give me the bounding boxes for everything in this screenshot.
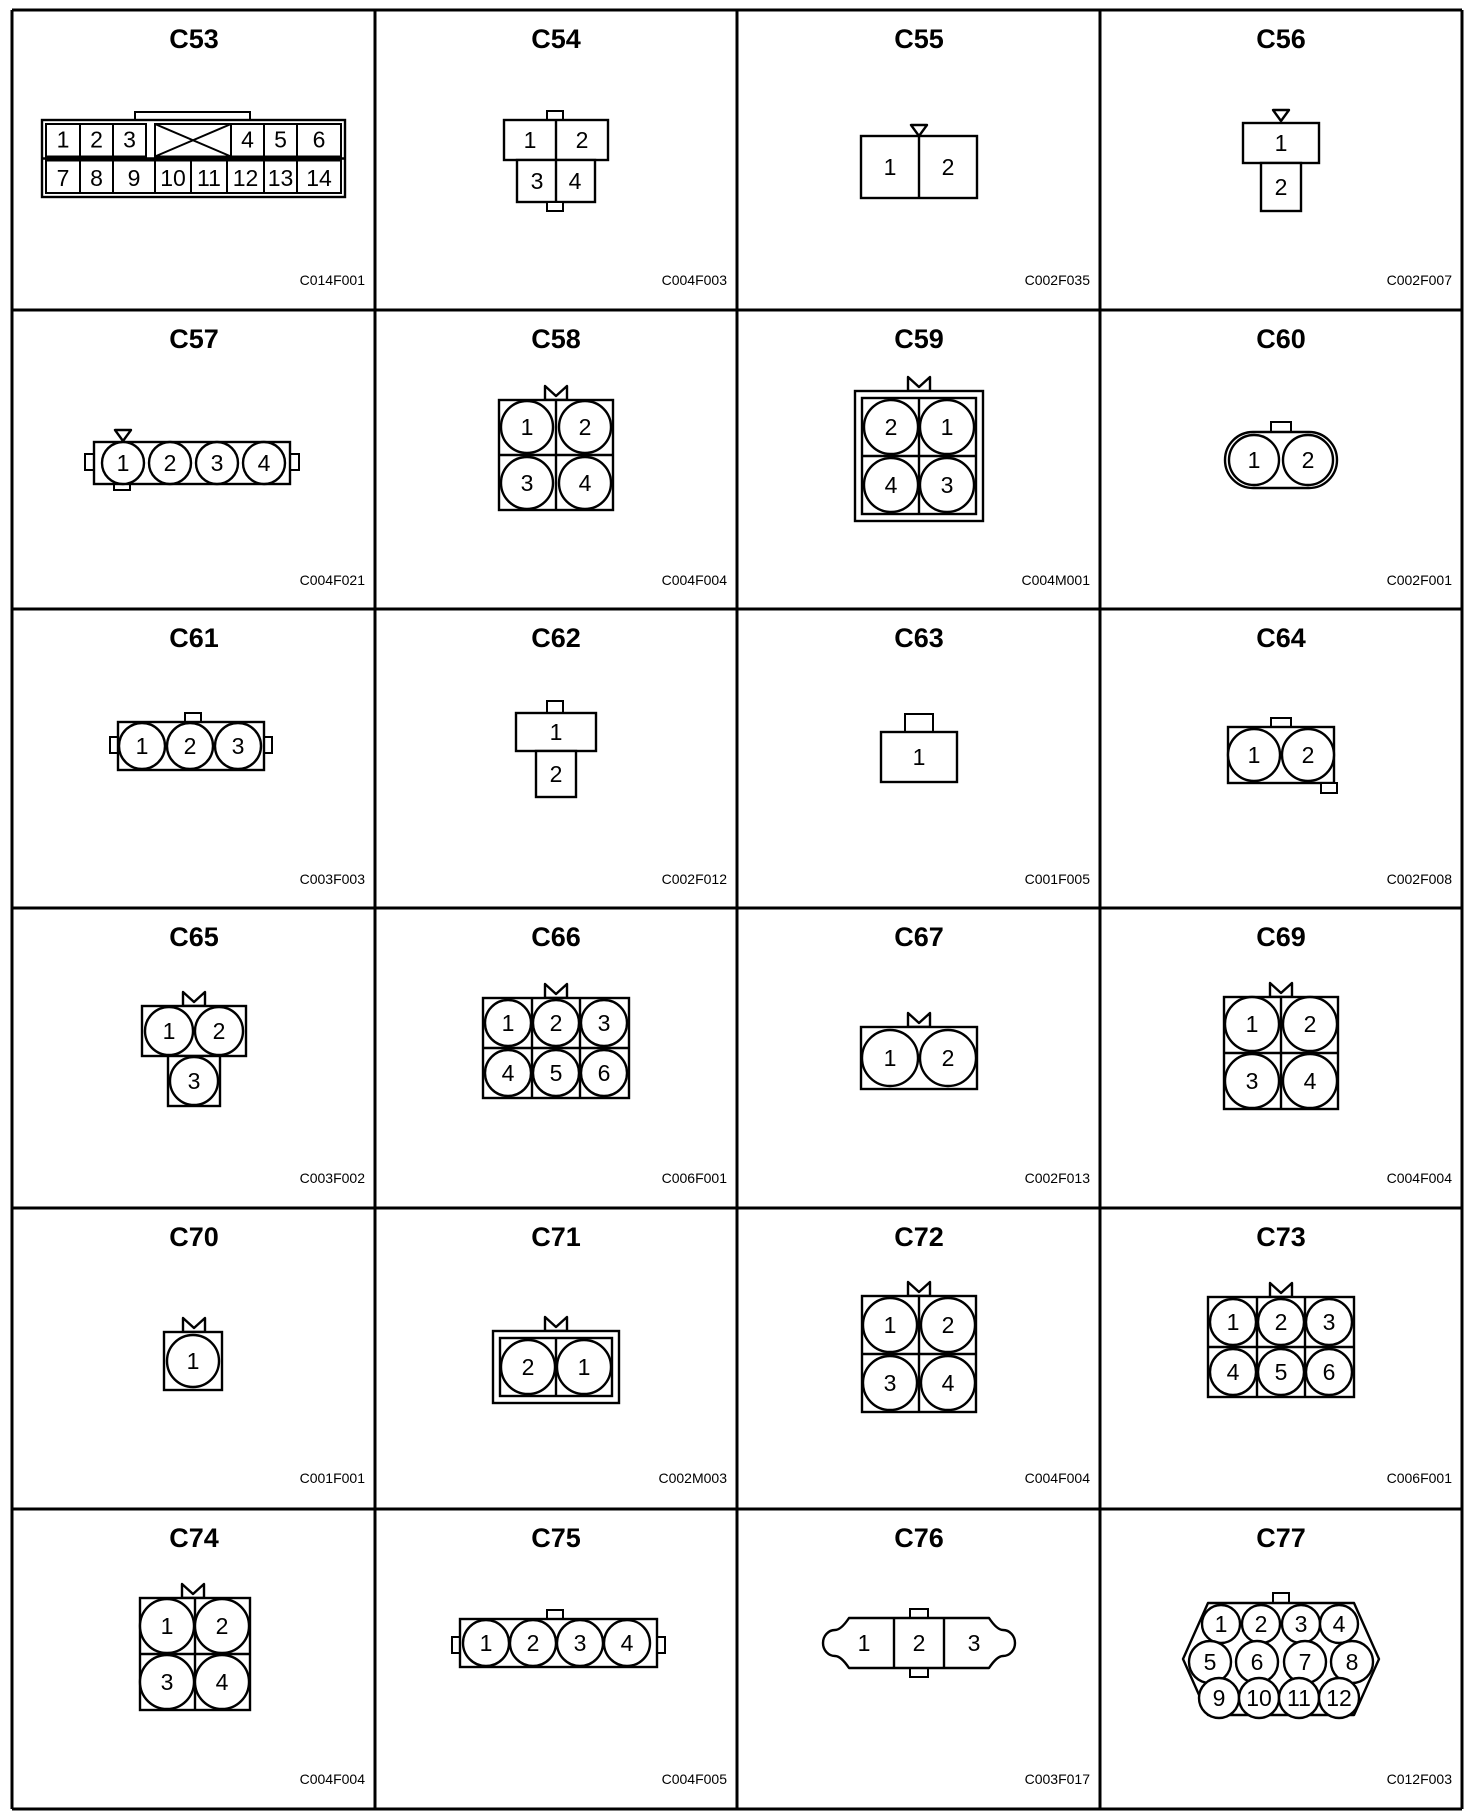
pin-label: 4: [578, 470, 592, 496]
pin-label: 2: [212, 1018, 226, 1044]
pin-label: 6: [597, 1060, 611, 1086]
lock-tab: [1271, 422, 1291, 432]
connector-drawing: [1224, 983, 1338, 1109]
connector-label: C76: [894, 1523, 944, 1553]
pin-label: 1: [883, 1045, 897, 1071]
pin-label: 2: [215, 1613, 229, 1639]
pin-label: 1: [940, 414, 954, 440]
connector-drawing: [42, 112, 345, 197]
connector-label: C74: [169, 1523, 219, 1553]
connector-code: C004F021: [299, 572, 365, 588]
connector-label: C59: [894, 324, 944, 354]
lock-tab: [910, 1668, 928, 1677]
pin-label: 3: [231, 733, 245, 759]
connector-drawing: [1228, 718, 1337, 793]
connector-drawing: [1208, 1283, 1354, 1397]
connector-drawing: [862, 1282, 976, 1412]
connector-code: C003F003: [299, 871, 365, 887]
pin-label: 5: [274, 126, 287, 153]
pin-label: 2: [549, 761, 563, 787]
pin-label: 2: [526, 1630, 540, 1656]
pin-label: 1: [577, 1354, 591, 1380]
lock-tab: [264, 737, 272, 753]
pin-label: 2: [941, 1312, 955, 1338]
pin-label: 3: [187, 1068, 201, 1094]
connector-code: C014F001: [299, 272, 365, 288]
pin-label: 1: [1247, 447, 1261, 473]
pin-label: 2: [1274, 174, 1288, 200]
pin-label: 4: [241, 126, 254, 153]
connector-drawing: [499, 386, 613, 510]
pin-label: 2: [941, 154, 955, 180]
connector-label: C77: [1256, 1523, 1306, 1553]
pin-label: 5: [1203, 1649, 1217, 1675]
connector-code: C004F004: [1386, 1170, 1452, 1186]
pin-label: 2: [183, 733, 197, 759]
pin-label: 11: [197, 164, 221, 191]
pin-label: 7: [1298, 1649, 1312, 1675]
connector-code: C004F004: [299, 1771, 365, 1787]
connector-label: C67: [894, 922, 944, 952]
pin-label: 12: [1326, 1685, 1352, 1711]
connector-drawing: [1183, 1593, 1379, 1718]
pin-label: 6: [312, 126, 326, 153]
pin-label: 1: [160, 1613, 174, 1639]
pin-label: 3: [210, 450, 224, 476]
pin-label: 3: [530, 168, 544, 194]
connector-drawing: [493, 1317, 619, 1403]
connector-label: C56: [1256, 24, 1306, 54]
pin-label: 4: [501, 1060, 515, 1086]
connector-code: C004F003: [661, 272, 727, 288]
pin-label: 3: [160, 1669, 174, 1695]
pin-label: 2: [163, 450, 177, 476]
pin-label: 6: [1250, 1649, 1264, 1675]
lock-tab: [547, 111, 563, 120]
pin-label: 10: [1246, 1685, 1272, 1711]
pin-label: 5: [549, 1060, 563, 1086]
pin-label: 1: [501, 1010, 515, 1036]
pin-label: 2: [1301, 742, 1315, 768]
pin-label: 1: [549, 719, 563, 745]
pin-label: 3: [940, 472, 954, 498]
pin-label: 1: [883, 1312, 897, 1338]
pin-label: 9: [1212, 1685, 1226, 1711]
connector-code: C002F035: [1024, 272, 1090, 288]
pin-label: 2: [90, 126, 103, 153]
connector-label: C53: [169, 24, 219, 54]
lock-tab: [547, 202, 563, 211]
connector-code: C004M001: [1021, 572, 1090, 588]
pin-label: 2: [884, 414, 898, 440]
connector-label: C70: [169, 1222, 219, 1252]
pin-label: 3: [1294, 1611, 1308, 1637]
lock-tab: [185, 713, 201, 722]
connector-label: C64: [1256, 623, 1306, 653]
pin-label: 1: [1247, 742, 1261, 768]
pin-label: 2: [912, 1630, 926, 1656]
connector-label: C63: [894, 623, 944, 653]
pin-label: 1: [912, 744, 926, 770]
pin-label: 9: [127, 164, 141, 191]
pin-label: 4: [1332, 1611, 1346, 1637]
pin-label: 2: [1301, 447, 1315, 473]
pin-label: 14: [306, 164, 332, 191]
connector-drawing: [140, 1584, 250, 1710]
pin-label: 12: [232, 164, 259, 191]
lock-tab: [910, 1609, 928, 1618]
connector-label: C57: [169, 324, 219, 354]
pin-label: 8: [90, 164, 103, 191]
connector-label: C72: [894, 1222, 944, 1252]
pin-label: 2: [521, 1354, 535, 1380]
pin-label: 1: [56, 126, 70, 153]
connector-code: C002F008: [1386, 871, 1452, 887]
connector-code: C002M003: [658, 1470, 727, 1486]
connector-label: C65: [169, 922, 219, 952]
pin-label: 3: [573, 1630, 587, 1656]
pin-label: 1: [162, 1018, 176, 1044]
pin-label: 4: [568, 168, 582, 194]
pin-label: 3: [1322, 1309, 1336, 1335]
pin-label: 2: [578, 414, 592, 440]
connector-code: C012F003: [1386, 1771, 1452, 1787]
connector-code: C001F005: [1024, 871, 1090, 887]
connector-code: C002F001: [1386, 572, 1452, 588]
pin-label: 1: [1226, 1309, 1240, 1335]
connector-drawing: [110, 713, 272, 770]
pin-label: 3: [520, 470, 534, 496]
pin-label: 1: [1245, 1011, 1259, 1037]
connector-drawing: [861, 125, 977, 198]
connector-label: C66: [531, 922, 581, 952]
pin-label: 1: [1274, 130, 1288, 156]
pin-label: 7: [56, 164, 70, 191]
connector-label: C73: [1256, 1222, 1306, 1252]
pin-label: 8: [1345, 1649, 1359, 1675]
lock-tab: [905, 714, 933, 732]
connector-label: C60: [1256, 324, 1306, 354]
pin-label: 5: [1274, 1359, 1288, 1385]
pin-label: 1: [135, 733, 149, 759]
connector-drawing: [483, 984, 629, 1098]
connector-drawing: [452, 1610, 665, 1667]
connector-drawing: [504, 111, 608, 211]
pin-label: 3: [1245, 1068, 1259, 1094]
connector-code: C004F004: [1024, 1470, 1090, 1486]
connector-label: C69: [1256, 922, 1306, 952]
lock-tab: [85, 454, 94, 470]
pin-label: 2: [1274, 1309, 1288, 1335]
pin-label: 1: [883, 154, 897, 180]
connector-label: C55: [894, 24, 944, 54]
pin-label: 4: [884, 472, 898, 498]
connector-label: C54: [531, 24, 581, 54]
connector-label: C58: [531, 324, 581, 354]
pin-label: 4: [1303, 1068, 1317, 1094]
pin-label: 3: [883, 1370, 897, 1396]
pin-label: 1: [1214, 1611, 1228, 1637]
connector-code: C002F012: [661, 871, 727, 887]
lock-tab: [1273, 1593, 1289, 1603]
connector-label: C71: [531, 1222, 581, 1252]
connector-label: C61: [169, 623, 219, 653]
pin-label: 2: [1254, 1611, 1268, 1637]
pin-label: 2: [575, 127, 589, 153]
lock-tab: [547, 1610, 563, 1619]
connector-code: C002F007: [1386, 272, 1452, 288]
pin-label: 1: [857, 1630, 871, 1656]
pin-label: 11: [1287, 1685, 1311, 1711]
pin-label: 2: [941, 1045, 955, 1071]
pin-label: 1: [116, 450, 130, 476]
pin-label: 4: [941, 1370, 955, 1396]
connector-label: C75: [531, 1523, 581, 1553]
pin-label: 4: [257, 450, 271, 476]
pin-label: 4: [620, 1630, 634, 1656]
lock-tab: [452, 1637, 460, 1653]
pin-label: 13: [267, 164, 294, 191]
pin-label: 4: [1226, 1359, 1240, 1385]
connector-code: C004F004: [661, 572, 727, 588]
connector-code: C003F002: [299, 1170, 365, 1186]
pin-label: 3: [967, 1630, 981, 1656]
pin-label: 1: [523, 127, 537, 153]
pin-label: 1: [520, 414, 534, 440]
connector-code: C002F013: [1024, 1170, 1090, 1186]
connector-code: C006F001: [1386, 1470, 1452, 1486]
connector-code: C006F001: [661, 1170, 727, 1186]
pin-label: 4: [215, 1669, 229, 1695]
connector-label: C62: [531, 623, 581, 653]
pin-label: 3: [597, 1010, 611, 1036]
connector-code: C001F001: [299, 1470, 365, 1486]
connector-code: C004F005: [661, 1771, 727, 1787]
pin-label: 6: [1322, 1359, 1336, 1385]
pin-label: 1: [186, 1348, 200, 1374]
pin-label: 1: [479, 1630, 493, 1656]
pin-label: 3: [123, 126, 136, 153]
lock-tab: [290, 454, 299, 470]
pin-label: 10: [160, 164, 186, 191]
lock-tab: [547, 701, 563, 713]
connector-drawing: [823, 1609, 1015, 1677]
pin-label: 2: [1303, 1011, 1317, 1037]
lock-tab: [1321, 783, 1337, 793]
pin-label: 2: [549, 1010, 563, 1036]
connector-drawing: [855, 377, 983, 521]
lock-tab: [1271, 718, 1291, 727]
lock-tab: [657, 1637, 665, 1653]
connector-code: C003F017: [1024, 1771, 1090, 1787]
